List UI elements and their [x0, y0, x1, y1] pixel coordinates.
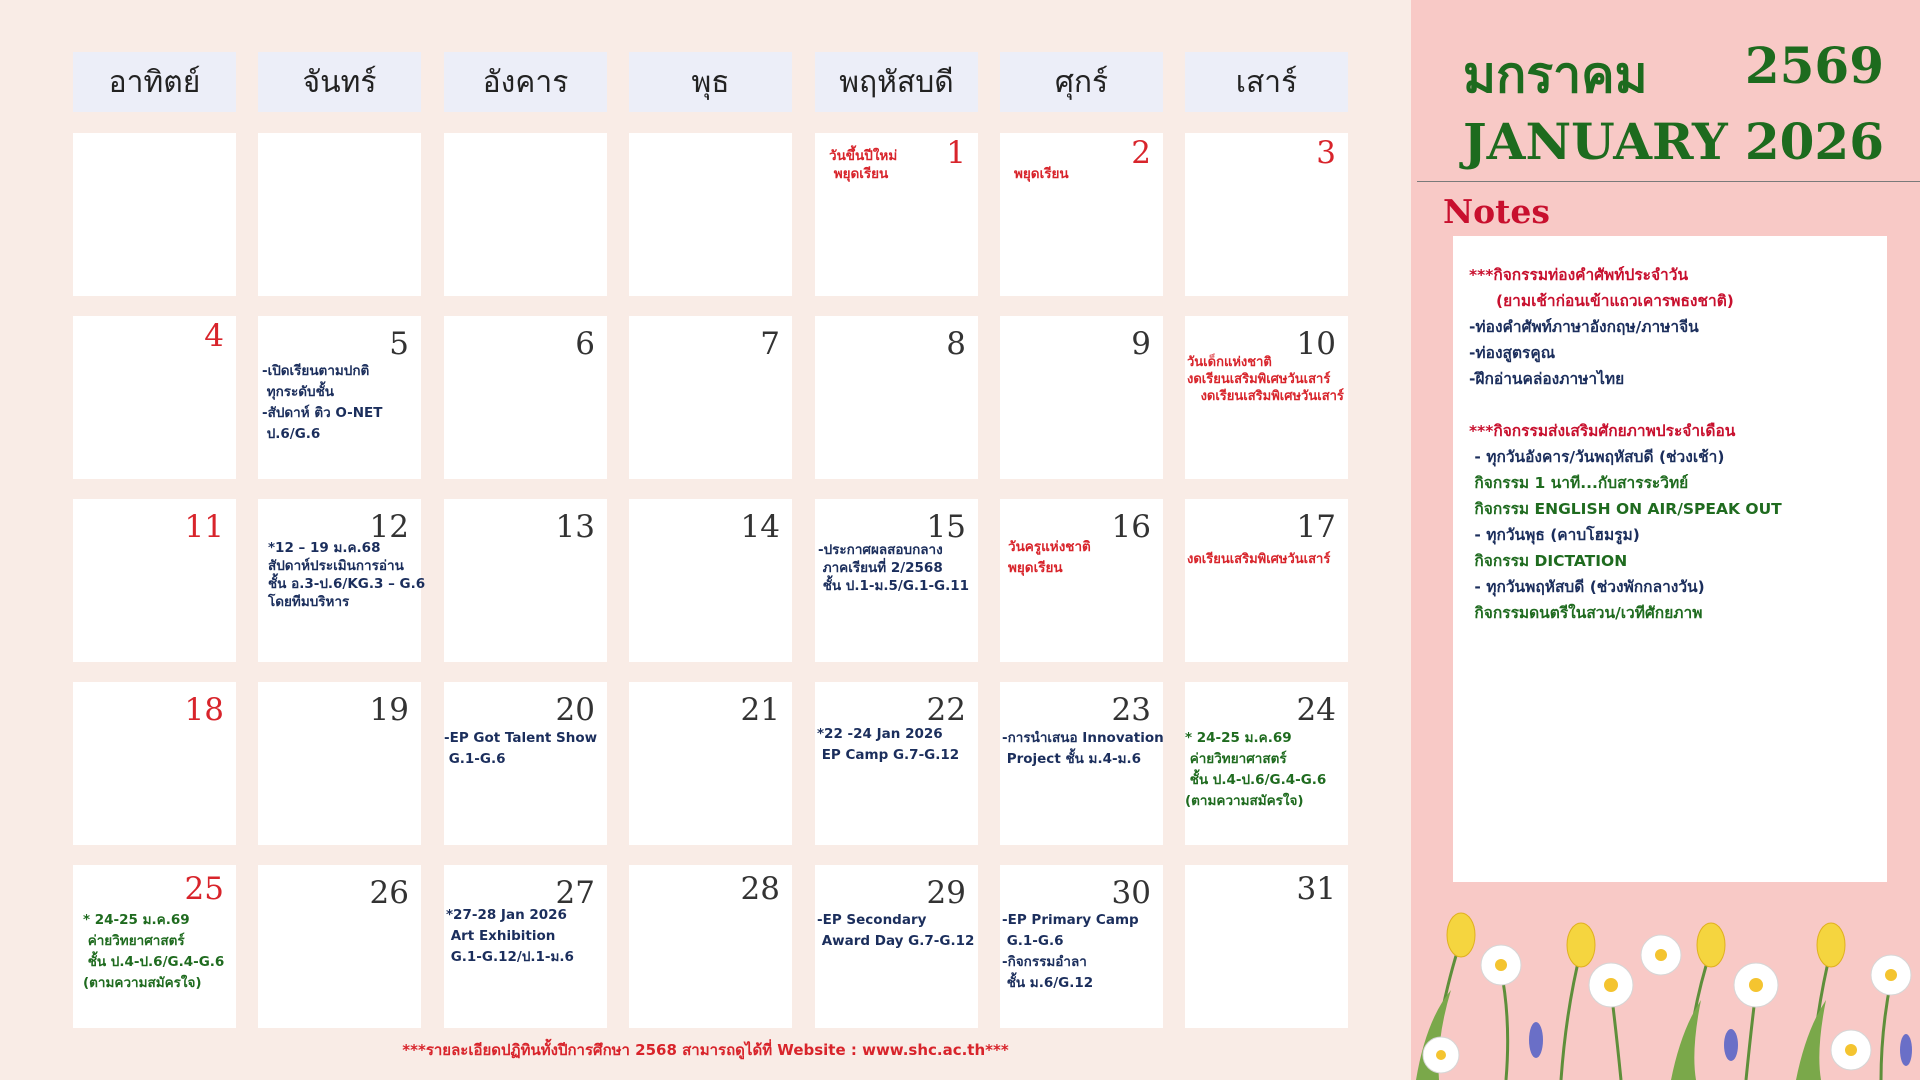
- day-event: -EP Secondary Award Day G.7-G.12: [817, 912, 975, 949]
- day-number: 29: [926, 875, 966, 911]
- note-line: -ฝึกอ่านคล่องภาษาไทย: [1469, 370, 1625, 388]
- note-line: กิจกรรมดนตรีในสวน/เวทีศักยภาพ: [1469, 604, 1703, 622]
- day-cell-30[interactable]: [1000, 865, 1163, 1028]
- note-line: - ทุกวันพฤหัสบดี (ช่วงพักกลางวัน): [1469, 578, 1705, 596]
- day-number: 15: [926, 509, 966, 545]
- weekday-tuesday: อังคาร: [444, 52, 607, 112]
- day-cell-2[interactable]: [1000, 133, 1163, 296]
- day-cell-25[interactable]: [73, 865, 236, 1028]
- day-event: * 24-25 ม.ค.69 ค่ายวิทยาศาสตร์ ชั้น ป.4-ป.6/G.4-G.6 (ตามความสมัครใจ): [83, 912, 225, 991]
- day-cell-31[interactable]: [1185, 865, 1348, 1028]
- day-cell-13[interactable]: [444, 499, 607, 662]
- day-number: 1: [946, 135, 966, 171]
- day-number: 25: [184, 871, 224, 907]
- note-line: -ท่องคำศัพท์ภาษาอังกฤษ/ภาษาจีน: [1469, 318, 1699, 336]
- day-cell-22[interactable]: [815, 682, 978, 845]
- day-event: *12 – 19 ม.ค.68 สัปดาห์ประเมินการอ่าน ชั้น อ.3-ป.6/KG.3 – G.6 โดยทีมบริหาร: [268, 540, 426, 610]
- weekday-sunday: อาทิตย์: [73, 52, 236, 112]
- day-cell-18[interactable]: [73, 682, 236, 845]
- note-line: -ท่องสูตรคูณ: [1469, 344, 1556, 362]
- day-cell-23[interactable]: [1000, 682, 1163, 845]
- weekday-monday: จันทร์: [258, 52, 421, 112]
- month-title-thai: [1463, 36, 1884, 115]
- day-number: 27: [555, 875, 595, 911]
- day-number: 20: [555, 692, 595, 728]
- note-line: กิจกรรม ENGLISH ON AIR/SPEAK OUT: [1469, 500, 1782, 518]
- note-line: (ยามเช้าก่อนเข้าแถวเคารพธงชาติ): [1469, 292, 1734, 310]
- day-event: พยุดเรียน: [1014, 166, 1069, 182]
- note-line: กิจกรรม 1 นาที...กับสารระวิทย์: [1469, 474, 1689, 492]
- day-cell-24[interactable]: [1185, 682, 1348, 845]
- day-number: 9: [1131, 326, 1151, 362]
- weekday-thursday: พฤหัสบดี: [815, 52, 978, 112]
- day-number: 11: [184, 509, 224, 545]
- year-english: 2026: [1744, 112, 1884, 171]
- day-cell-26[interactable]: [258, 865, 421, 1028]
- month-name-english: JANUARY: [1463, 112, 1728, 171]
- day-cell-8[interactable]: [815, 316, 978, 479]
- weekday-saturday: เสาร์: [1185, 52, 1348, 112]
- flower-illustration: [1411, 880, 1920, 1080]
- day-event: -เปิดเรียนตามปกติ ทุกระดับชั้น -สัปดาห์ ติว O-NET ป.6/G.6: [262, 363, 383, 442]
- day-number: 8: [946, 326, 966, 362]
- divider: [1417, 181, 1920, 182]
- day-number: 22: [926, 692, 966, 728]
- day-cell-14[interactable]: [629, 499, 792, 662]
- day-event: -EP Got Talent Show G.1-G.6: [444, 730, 598, 767]
- day-cell-12[interactable]: [258, 499, 426, 662]
- day-event: -การนำเสนอ Innovation Project ชั้น ม.4-ม.6: [1002, 730, 1164, 767]
- day-number: 13: [555, 509, 595, 545]
- day-cell-4[interactable]: [73, 316, 236, 479]
- day-cell-11[interactable]: [73, 499, 236, 662]
- notes-title: Notes: [1443, 192, 1550, 231]
- day-cell-20[interactable]: [444, 682, 607, 845]
- day-event: *27-28 Jan 2026 Art Exhibition G.1-G.12/ป.1-ม.6: [446, 907, 574, 965]
- month-name-thai: มกราคม: [1463, 45, 1648, 104]
- year-thai: 2569: [1744, 36, 1884, 95]
- day-number: 2: [1131, 135, 1151, 171]
- month-title-english: [1463, 112, 1884, 171]
- weekday-wednesday: พุธ: [629, 52, 792, 112]
- day-event: -EP Primary Camp G.1-G.6 -กิจกรรมอำลา ชั้น ม.6/G.12: [1002, 912, 1139, 991]
- day-cell-empty: [629, 133, 792, 296]
- day-number: 6: [575, 326, 595, 362]
- day-cell-9[interactable]: [1000, 316, 1163, 479]
- day-number: 19: [369, 692, 409, 728]
- day-number: 12: [369, 509, 409, 545]
- day-cell-6[interactable]: [444, 316, 607, 479]
- side-panel: [1411, 0, 1920, 1080]
- note-line: - ทุกวันอังคาร/วันพฤหัสบดี (ช่วงเช้า): [1469, 448, 1725, 466]
- day-cell-3[interactable]: [1185, 133, 1348, 296]
- day-cell-29[interactable]: [815, 865, 978, 1028]
- day-event: วันครูแห่งชาติ พยุดเรียน: [1008, 539, 1091, 576]
- day-number: 10: [1296, 326, 1336, 362]
- day-number: 21: [740, 692, 780, 728]
- day-event: งดเรียนเสริมพิเศษวันเสาร์: [1187, 552, 1331, 567]
- day-cell-17[interactable]: [1185, 499, 1348, 662]
- day-cell-10[interactable]: [1185, 316, 1348, 479]
- day-cell-27[interactable]: [444, 865, 607, 1028]
- day-event: -ประกาศผลสอบกลาง ภาคเรียนที่ 2/2568 ชั้น ป.1-ม.5/G.1-G.11: [818, 542, 970, 594]
- day-number: 28: [740, 871, 780, 907]
- day-number: 17: [1296, 509, 1336, 545]
- day-event: * 24-25 ม.ค.69 ค่ายวิทยาศาสตร์ ชั้น ป.4-ป.6/G.4-G.6 (ตามความสมัครใจ): [1185, 730, 1327, 809]
- day-event: วันเด็กแห่งชาติ งดเรียนเสริมพิเศษวันเสาร์ งดเรียนเสริมพิเศษวันเสาร์: [1187, 355, 1344, 404]
- day-cell-empty: [258, 133, 421, 296]
- note-line: ***กิจกรรมท่องคำศัพท์ประจำวัน: [1469, 266, 1689, 284]
- day-number: 31: [1296, 871, 1336, 907]
- day-cell-5[interactable]: [258, 316, 421, 479]
- note-line: - ทุกวันพุธ (คาบโฮมรูม): [1469, 526, 1640, 544]
- day-cell-15[interactable]: [815, 499, 978, 662]
- weekday-friday: ศุกร์: [1000, 52, 1163, 112]
- note-line: กิจกรรม DICTATION: [1469, 552, 1628, 570]
- day-cell-16[interactable]: [1000, 499, 1163, 662]
- footer-note: ***รายละเอียดปฏิทินทั้งปีการศึกษา 2568 สามารถดูได้ที่ Website : www.shc.ac.th***: [402, 1041, 1009, 1059]
- day-number: 18: [184, 692, 224, 728]
- day-number: 3: [1316, 135, 1336, 171]
- day-number: 24: [1296, 692, 1336, 728]
- day-cell-21[interactable]: [629, 682, 792, 845]
- day-cell-1[interactable]: [815, 133, 978, 296]
- day-number: 26: [369, 875, 409, 911]
- day-cell-empty: [444, 133, 607, 296]
- day-number: 23: [1111, 692, 1151, 728]
- note-line: ***กิจกรรมส่งเสริมศักยภาพประจำเดือน: [1469, 422, 1736, 440]
- day-number: 4: [204, 318, 224, 354]
- day-number: 16: [1111, 509, 1151, 545]
- day-cell-7[interactable]: [629, 316, 792, 479]
- day-cell-28[interactable]: [629, 865, 792, 1028]
- notes-box: [1453, 236, 1887, 882]
- day-cell-19[interactable]: [258, 682, 421, 845]
- day-event: *22 -24 Jan 2026 EP Camp G.7-G.12: [817, 726, 960, 763]
- day-number: 7: [760, 326, 780, 362]
- day-event: วันขึ้นปีใหม่ พยุดเรียน: [829, 148, 898, 182]
- day-cell-empty: [73, 133, 236, 296]
- day-number: 30: [1111, 875, 1151, 911]
- day-number: 5: [389, 326, 409, 362]
- day-number: 14: [740, 509, 780, 545]
